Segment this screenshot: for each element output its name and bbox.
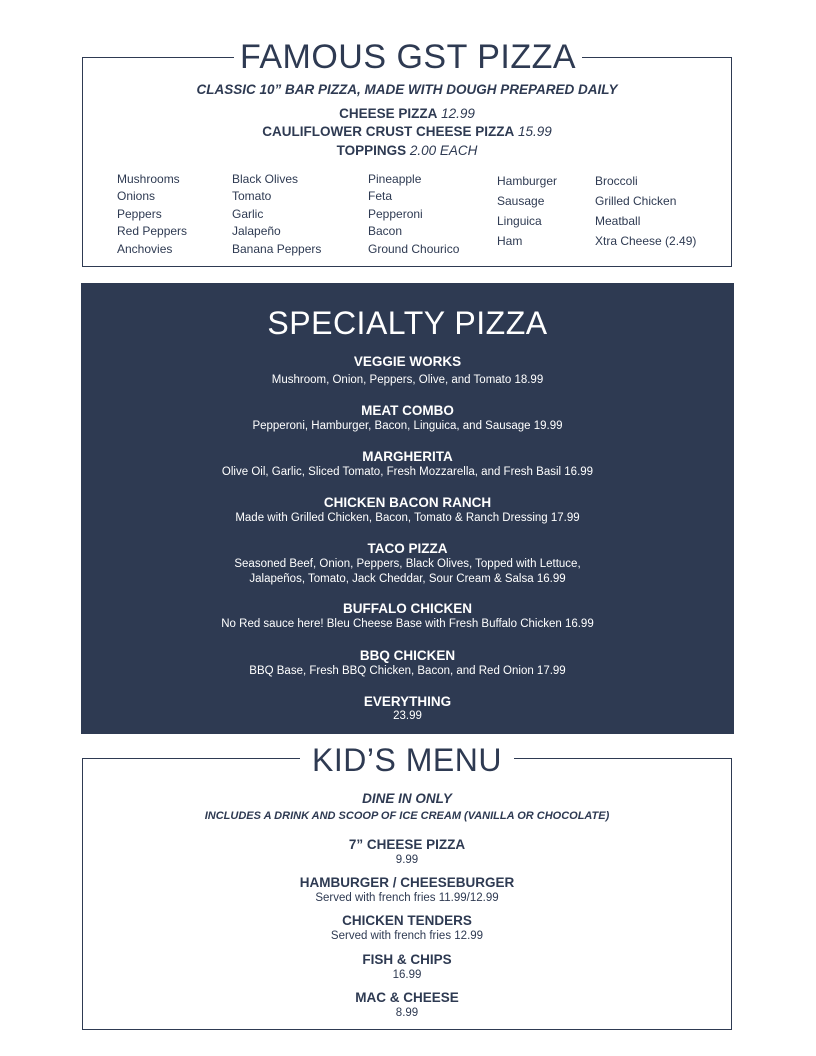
- menu-item: [81, 354, 734, 388]
- dine-in-only-note: DINE IN ONLY: [362, 791, 452, 806]
- menu-item-desc: Pepperoni, Hamburger, Bacon, Linguica, and Sausage 19.99: [252, 420, 563, 432]
- topping-item: Onions: [117, 189, 156, 204]
- menu-item: [81, 449, 734, 480]
- topping-item: Grilled Chicken: [595, 194, 677, 208]
- cheese-pizza-label: CHEESE PIZZA: [339, 106, 438, 121]
- cauliflower-pizza-price: 15.99: [517, 124, 552, 139]
- menu-item-desc: 23.99: [393, 710, 422, 722]
- topping-item: Hamburger: [497, 174, 558, 188]
- kids-menu-title: KID’S MENU: [300, 743, 514, 777]
- topping-item: Xtra Cheese (2.49): [595, 234, 697, 248]
- menu-item-name: CHICKEN BACON RANCH: [323, 495, 492, 510]
- topping-item: Garlic: [232, 206, 264, 221]
- menu-item-desc: Seasoned Beef, Onion, Peppers, Black Olives, Topped with Lettuce,: [234, 558, 581, 570]
- menu-item-desc: Served with french fries 12.99: [330, 930, 484, 942]
- menu-item-name: TACO PIZZA: [367, 541, 448, 556]
- menu-item-desc: Served with french fries 11.99/12.99: [315, 892, 499, 904]
- menu-item-name: CHICKEN TENDERS: [342, 913, 472, 928]
- cauliflower-pizza-line: [82, 124, 732, 139]
- menu-item: [82, 990, 732, 1020]
- menu-item: [81, 601, 734, 632]
- menu-item: [81, 694, 734, 723]
- topping-item: Ham: [497, 234, 523, 248]
- menu-item-desc: 9.99: [395, 854, 419, 866]
- menu-item-name: HAMBURGER / CHEESEBURGER: [299, 875, 515, 890]
- topping-item: Pepperoni: [368, 206, 423, 221]
- topping-item: Sausage: [497, 194, 545, 208]
- menu-item-name: BUFFALO CHICKEN: [343, 601, 472, 616]
- topping-item: Anchovies: [117, 241, 173, 256]
- famous-pizza-title: FAMOUS GST PIZZA: [234, 40, 582, 74]
- menu-item: [82, 913, 732, 943]
- toppings-label: TOPPINGS: [336, 143, 407, 158]
- topping-item: Black Olives: [232, 172, 299, 186]
- topping-item: Linguica: [497, 214, 542, 228]
- menu-item-desc: Made with Grilled Chicken, Bacon, Tomato & Ranch Dressing 17.99: [235, 512, 580, 524]
- topping-item: Jalapeño: [232, 224, 281, 239]
- menu-item: [82, 952, 732, 982]
- cheese-pizza-price: 12.99: [441, 106, 475, 121]
- menu-item-name: MEAT COMBO: [361, 403, 454, 418]
- toppings-price: 2.00 EACH: [409, 143, 478, 158]
- menu-item: [81, 541, 734, 587]
- toppings-column-3: [368, 171, 459, 258]
- famous-pizza-subtitle: CLASSIC 10” BAR PIZZA, MADE WITH DOUGH PREPARED DAILY: [196, 82, 618, 97]
- toppings-column-5: [595, 171, 696, 251]
- menu-item-desc: No Red sauce here! Bleu Cheese Base with Fresh Buffalo Chicken 16.99: [221, 618, 594, 630]
- toppings-column-1: [117, 171, 187, 258]
- cauliflower-pizza-label: CAULIFLOWER CRUST CHEESE PIZZA: [262, 124, 515, 139]
- toppings-line: [82, 143, 732, 158]
- menu-item-name: VEGGIE WORKS: [353, 354, 462, 369]
- menu-item-name: EVERYTHING: [363, 694, 452, 709]
- specialty-pizza-section: [81, 283, 734, 734]
- topping-item: Peppers: [117, 206, 162, 221]
- topping-item: Bacon: [368, 224, 403, 239]
- toppings-column-4: [497, 171, 557, 251]
- menu-item-desc: Mushroom, Onion, Peppers, Olive, and Tomato 18.99: [271, 374, 544, 386]
- topping-item: Mushrooms: [117, 172, 180, 186]
- menu-item-name: MAC & CHEESE: [355, 990, 459, 1005]
- topping-item: Pineapple: [368, 172, 422, 186]
- cheese-pizza-line: [82, 106, 732, 121]
- menu-item: [82, 837, 732, 867]
- menu-item-desc: Olive Oil, Garlic, Sliced Tomato, Fresh Mozzarella, and Fresh Basil 16.99: [221, 466, 594, 478]
- topping-item: Broccoli: [595, 174, 638, 188]
- menu-item-name: MARGHERITA: [362, 449, 453, 464]
- topping-item: Tomato: [232, 189, 272, 204]
- menu-item-name: 7” CHEESE PIZZA: [348, 837, 466, 852]
- menu-item: [81, 495, 734, 526]
- toppings-column-2: [232, 171, 321, 258]
- topping-item: Red Peppers: [117, 224, 188, 239]
- topping-item: Ground Chourico: [368, 241, 460, 256]
- topping-item: Banana Peppers: [232, 241, 322, 256]
- menu-item-desc: 8.99: [395, 1007, 419, 1019]
- menu-item: [81, 403, 734, 434]
- menu-item-name: FISH & CHIPS: [362, 952, 452, 967]
- menu-item-desc: 16.99: [392, 969, 422, 981]
- topping-item: Feta: [368, 189, 393, 204]
- includes-note: INCLUDES A DRINK AND SCOOP OF ICE CREAM (VANILLA OR CHOCOLATE): [204, 810, 610, 822]
- specialty-pizza-title: SPECIALTY PIZZA: [267, 305, 548, 341]
- menu-item-name: BBQ CHICKEN: [359, 648, 456, 663]
- topping-item: Meatball: [595, 214, 641, 228]
- menu-item-desc: Jalapeños, Tomato, Jack Cheddar, Sour Cream & Salsa 16.99: [249, 573, 566, 585]
- menu-item-desc: BBQ Base, Fresh BBQ Chicken, Bacon, and Red Onion 17.99: [249, 665, 566, 677]
- menu-item: [81, 648, 734, 679]
- menu-item: [82, 875, 732, 905]
